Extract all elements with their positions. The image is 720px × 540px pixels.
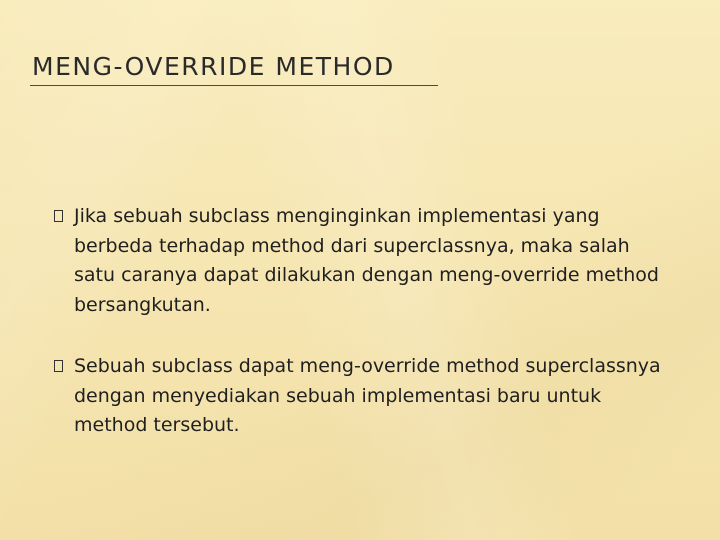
bullet-text: Sebuah subclass dapat meng-override method superclassnya dengan menyediakan sebuah implementasi baru untuk method tersebut. [74, 355, 661, 436]
title-underline [30, 85, 438, 86]
square-bullet-icon [54, 360, 63, 372]
bullet-item [54, 202, 674, 320]
bullet-list [54, 202, 674, 441]
square-bullet-icon [54, 210, 63, 222]
bullet-text: Jika sebuah subclass menginginkan implementasi yang berbeda terhadap method dari superclassnya, maka salah satu caranya dapat dilakukan dengan meng-override method bersangkutan. [74, 205, 659, 316]
slide-title: MENG-OVERRIDE METHOD [32, 52, 395, 81]
bullet-item [54, 352, 674, 441]
